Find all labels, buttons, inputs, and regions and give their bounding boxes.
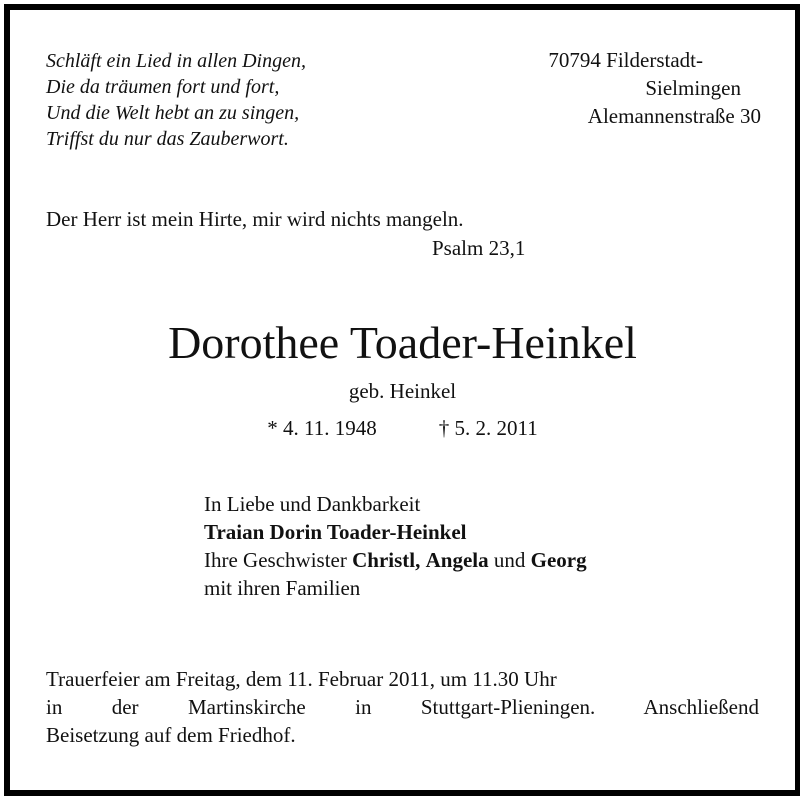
siblings-line — [204, 546, 587, 574]
psalm-text: Der Herr ist mein Hirte, mir wird nichts mangeln. — [46, 207, 464, 231]
death-date: † 5. 2. 2011 — [438, 416, 538, 440]
life-dates — [10, 414, 795, 442]
birth-date: * 4. 11. 1948 — [267, 416, 377, 440]
service-line-2: in der Martinskirche in Stuttgart-Plieningen. Anschließend — [46, 695, 759, 719]
funeral-service-info — [46, 665, 759, 749]
sibling-name: Angela — [425, 548, 489, 572]
poem-line-2: Die da träumen fort und fort, — [46, 76, 280, 98]
sibling-name: Georg — [530, 548, 587, 572]
born-name: geb. Heinkel — [348, 379, 457, 403]
poem — [46, 48, 306, 152]
deceased-name: Dorothee Toader-Heinkel — [168, 317, 637, 368]
mourners-intro: In Liebe und Dankbarkeit — [204, 492, 421, 516]
service-line-1: Trauerfeier am Freitag, dem 11. Februar 2011, um 11.30 Uhr — [46, 667, 557, 691]
sibling-name: Christl, — [352, 548, 421, 572]
service-line-3: Beisetzung auf dem Friedhof. — [46, 723, 296, 747]
address-city: 70794 Filderstadt- — [548, 48, 703, 72]
mourners — [204, 490, 587, 602]
poem-line-3: Und die Welt hebt an zu singen, — [46, 102, 300, 124]
address-district: Sielmingen — [645, 76, 741, 100]
spouse-name: Traian Dorin Toader-Heinkel — [204, 520, 467, 544]
psalm-reference: Psalm 23,1 — [432, 236, 526, 260]
poem-line-4: Triffst du nur das Zauberwort. — [46, 128, 289, 150]
and-word: und — [493, 548, 526, 572]
psalm-quote — [46, 205, 525, 263]
obituary-notice — [4, 4, 800, 796]
siblings-prefix: Ihre Geschwister — [204, 548, 347, 572]
address-street: Alemannenstraße 30 — [587, 104, 761, 128]
poem-line-1: Schläft ein Lied in allen Dingen, — [46, 50, 306, 72]
families-line: mit ihren Familien — [204, 576, 361, 600]
address — [548, 46, 761, 130]
